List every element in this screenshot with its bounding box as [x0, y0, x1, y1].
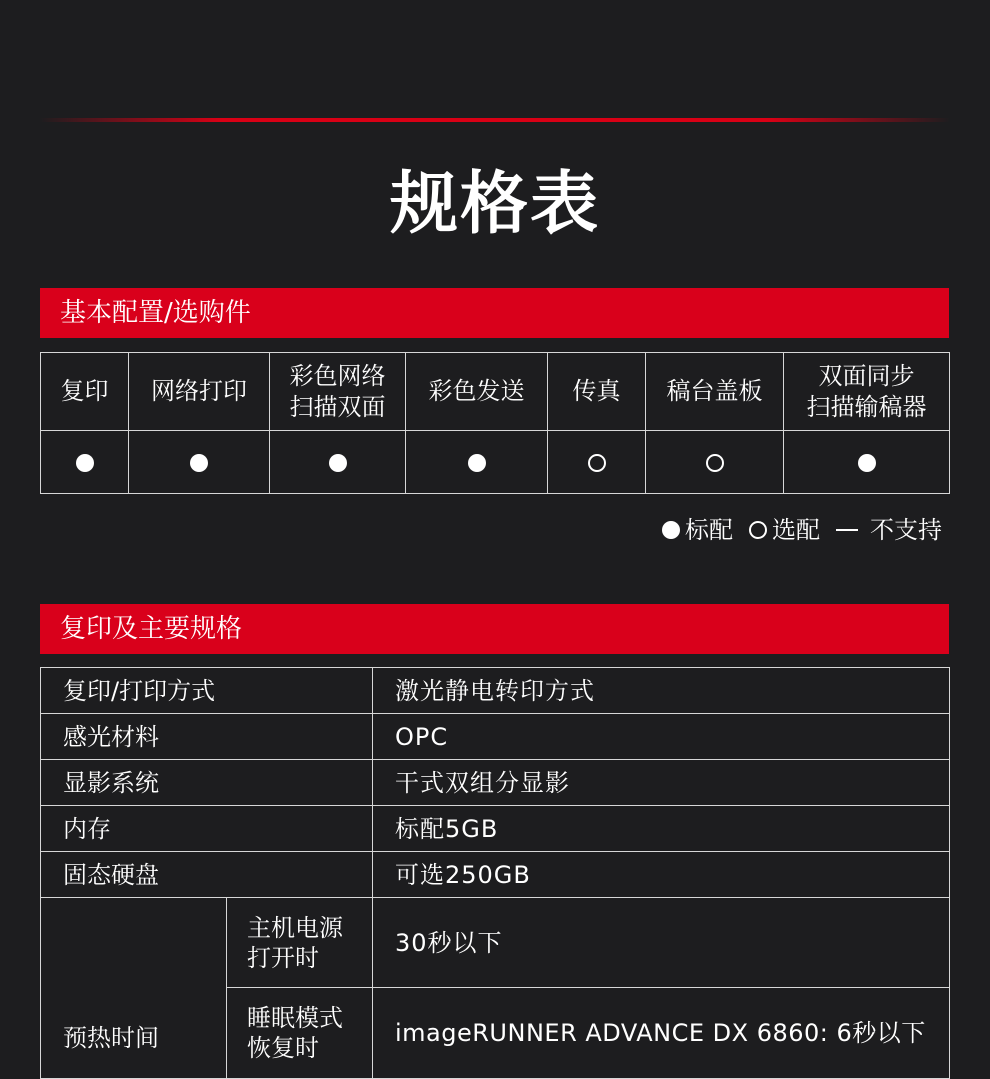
standard-dot-icon	[858, 454, 876, 472]
spec-sublabel: 主机电源 打开时	[227, 898, 373, 988]
spec-label: 显影系统	[41, 760, 373, 806]
spec-value: 标配5GB	[373, 806, 950, 852]
spec-row	[41, 852, 950, 898]
spec-value: 干式双组分显影	[373, 760, 950, 806]
spec-label-warmup: 预热时间	[41, 898, 227, 1079]
spec-label: 感光材料	[41, 714, 373, 760]
main-specs-table	[40, 667, 950, 1079]
spec-value: OPC	[373, 714, 950, 760]
spec-label: 复印/打印方式	[41, 668, 373, 714]
standard-dot-icon	[76, 454, 94, 472]
spec-value: imageRUNNER ADVANCE DX 6860: 6秒以下	[373, 988, 950, 1079]
standard-dot-icon	[468, 454, 486, 472]
standard-dot-icon	[190, 454, 208, 472]
config-mark-row	[41, 431, 950, 494]
section-header-basic-config: 基本配置/选购件	[40, 288, 949, 338]
spec-row	[41, 668, 950, 714]
config-header-duplex-feeder: 双面同步 扫描输稿器	[784, 353, 950, 431]
unsupported-dash-icon	[836, 529, 858, 531]
spec-label: 固态硬盘	[41, 852, 373, 898]
legend-optional-label: 选配	[772, 516, 820, 544]
spec-value: 可选250GB	[373, 852, 950, 898]
config-header-fax: 传真	[548, 353, 646, 431]
optional-circle-icon	[588, 454, 606, 472]
optional-circle-icon	[749, 521, 767, 539]
standard-dot-icon	[329, 454, 347, 472]
spec-sublabel: 睡眠模式 恢复时	[227, 988, 373, 1079]
config-header-copy: 复印	[41, 353, 129, 431]
spec-row	[41, 760, 950, 806]
spec-label: 内存	[41, 806, 373, 852]
legend-unsupported-label: 不支持	[870, 516, 942, 544]
page-title: 规格表	[389, 165, 600, 244]
basic-config-table	[40, 352, 950, 494]
config-header-network-print: 网络打印	[129, 353, 270, 431]
header-divider-line	[40, 118, 950, 122]
legend-standard-label: 标配	[685, 516, 733, 544]
spec-row-warmup-power-on	[41, 898, 950, 988]
spec-value: 激光静电转印方式	[373, 668, 950, 714]
standard-dot-icon	[662, 521, 680, 539]
config-header-row	[41, 353, 950, 431]
config-header-platen-cover: 稿台盖板	[646, 353, 784, 431]
spec-row	[41, 714, 950, 760]
spec-value: 30秒以下	[373, 898, 950, 988]
spec-row	[41, 806, 950, 852]
config-header-color-send: 彩色发送	[406, 353, 548, 431]
config-header-color-scan-duplex: 彩色网络 扫描双面	[270, 353, 406, 431]
optional-circle-icon	[706, 454, 724, 472]
legend	[662, 512, 942, 548]
section-header-main-specs: 复印及主要规格	[40, 604, 949, 654]
